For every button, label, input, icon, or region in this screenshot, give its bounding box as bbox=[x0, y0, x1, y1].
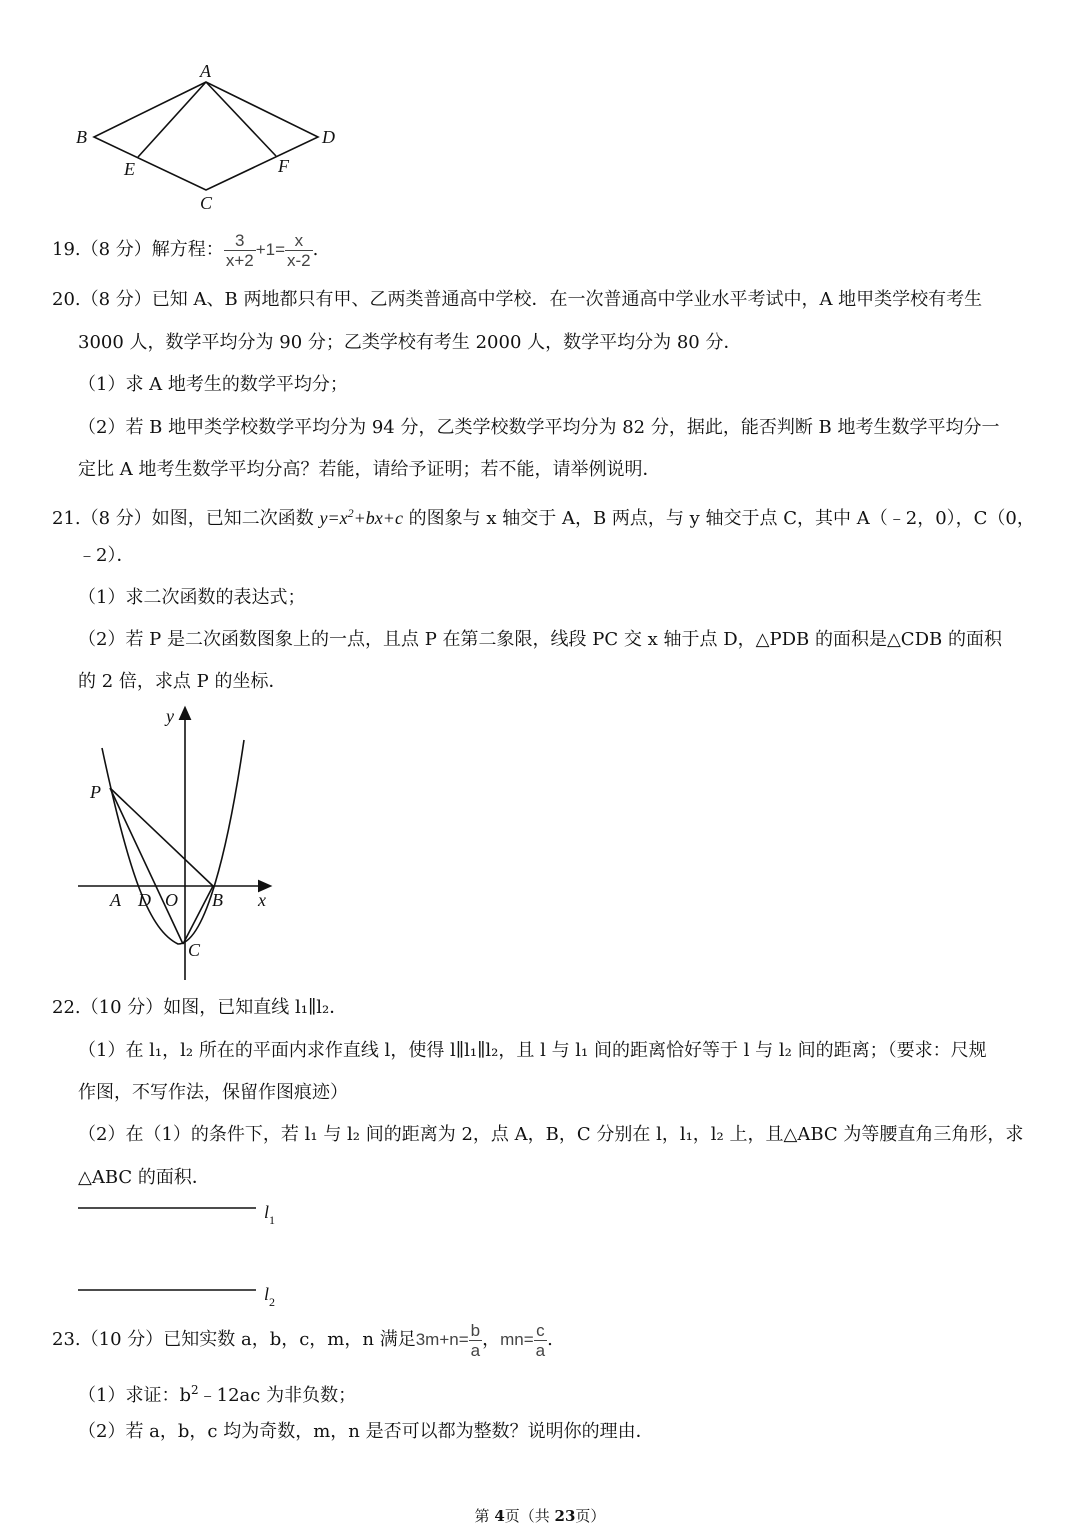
segment-CB bbox=[183, 886, 213, 944]
q21-line-1: 21.（8 分）如图，已知二次函数 $y=x^2+bx+c$ 的图象与 x 轴交于 A，B 两点，与 y 轴交于点 C，其中 A（﹣2，0），C（0， bbox=[52, 506, 1035, 529]
label-C: C bbox=[188, 940, 201, 960]
label-F: F bbox=[278, 156, 289, 176]
label-P: P bbox=[90, 782, 101, 802]
label-y: y bbox=[166, 706, 174, 726]
figure-18-rhombus bbox=[70, 58, 360, 216]
label-D: D bbox=[322, 127, 335, 147]
q20-line-1: 20.（8 分）已知 A、B 两地都只有甲、乙两类普通高中学校．在一次普通高中学业水平考试中，A 地甲类学校有考生 bbox=[52, 289, 983, 310]
label-D: D bbox=[138, 890, 151, 910]
page-number: 4 bbox=[494, 1507, 505, 1525]
label-C: C bbox=[200, 193, 213, 213]
question-23: 23.（10 分）已知实数 a，b，c，m，n 满足3m+n= $\frac{b}{a}$ ，mn= $\frac{c}{a}$ . bbox=[52, 1320, 553, 1360]
label-B: B bbox=[76, 127, 87, 147]
figure-22-parallel-lines bbox=[72, 1195, 292, 1313]
q23-part-2: （2）若 a，b，c 均为奇数，m，n 是否可以都为整数？说明你的理由． bbox=[78, 1421, 654, 1442]
q22-part-1-line-2: 作图，不写作法，保留作图痕迹） bbox=[78, 1082, 348, 1103]
label-A: A bbox=[200, 61, 211, 81]
q20-line-2: 3000 人，数学平均分为 90 分；乙类学校有考生 2000 人，数学平均分为 80 分． bbox=[78, 332, 742, 353]
page-footer: 第 4页（共 23页） bbox=[474, 1507, 606, 1525]
label-x: x bbox=[258, 890, 266, 910]
q19-fraction-2: $\frac{x}{x-2}$ bbox=[287, 230, 311, 270]
q22-part-2-line-2: △ABC 的面积． bbox=[78, 1167, 210, 1188]
q23-fraction-1: $\frac{b}{a}$ bbox=[470, 1320, 481, 1360]
q21-part-1: （1）求二次函数的表达式； bbox=[78, 587, 306, 608]
segment-AE bbox=[138, 82, 206, 157]
q19-prompt: 19.（8 分）解方程： bbox=[52, 239, 224, 260]
q21-part-2-line-1: （2）若 P 是二次函数图象上的一点，且点 P 在第二象限，线段 PC 交 x 轴于点 D，△PDB 的面积是△CDB 的面积 bbox=[78, 629, 1002, 650]
label-E: E bbox=[124, 159, 135, 179]
segment-PB bbox=[110, 788, 213, 886]
label-O: O bbox=[165, 890, 178, 910]
q22-line-1: 22.（10 分）如图，已知直线 l₁∥l₂． bbox=[52, 997, 348, 1018]
q21-line-2: ﹣2）． bbox=[78, 545, 135, 566]
q23-part-1: （1）求证：$b^2﹣12ac$ 为非负数； bbox=[78, 1383, 357, 1406]
label-A: A bbox=[110, 890, 121, 910]
label-l2: $l_2$ bbox=[264, 1284, 276, 1309]
q20-part-2-line-2: 定比 A 地考生数学平均分高？若能，请给予证明；若不能，请举例说明． bbox=[78, 459, 661, 480]
q22-part-2-line-1: （2）在（1）的条件下，若 l₁ 与 l₂ 间的距离为 2，点 A，B，C 分别在 l，l₁，l₂ 上，且△ABC 为等腰直角三角形，求 bbox=[78, 1124, 1024, 1145]
q20-part-2-line-1: （2）若 B 地甲类学校数学平均分为 94 分，乙类学校数学平均分为 82 分，据此，能否判断 B 地考生数学平均分一 bbox=[78, 417, 1000, 438]
label-l1: $l_1$ bbox=[264, 1202, 276, 1227]
q19-fraction-1: $\frac{3}{x+2}$ bbox=[225, 230, 254, 270]
q22-part-1-line-1: （1）在 l₁，l₂ 所在的平面内求作直线 l，使得 l∥l₁∥l₂，且 l 与 l₁ 间的距离恰好等于 l 与 l₂ 间的距离；（要求：尺规 bbox=[78, 1040, 987, 1061]
question-19: 19.（8 分）解方程： $\frac{3}{x+2}$ +1= $\frac{x}{x-2}$ . bbox=[52, 230, 319, 270]
q19-operator: +1= bbox=[255, 240, 286, 259]
figure-21-parabola bbox=[72, 700, 282, 985]
page-total: 23 bbox=[554, 1507, 576, 1525]
segment-PC bbox=[110, 788, 183, 944]
segment-AF bbox=[206, 82, 276, 156]
q21-part-2-line-2: 的 2 倍，求点 P 的坐标． bbox=[78, 671, 287, 692]
q20-part-1: （1）求 A 地考生的数学平均分； bbox=[78, 374, 348, 395]
parabola-curve bbox=[102, 740, 244, 944]
q23-fraction-2: $\frac{c}{a}$ bbox=[535, 1320, 546, 1360]
label-B: B bbox=[212, 890, 223, 910]
